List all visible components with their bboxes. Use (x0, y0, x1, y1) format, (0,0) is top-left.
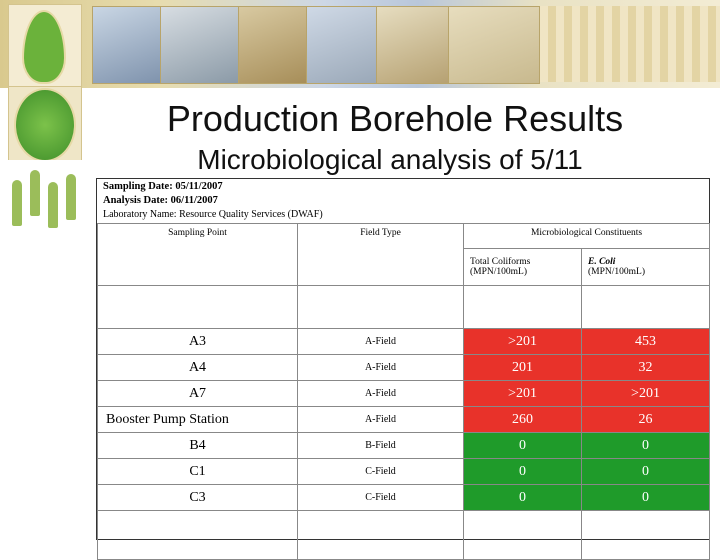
header-constituents: Microbiological Constituents (464, 224, 710, 249)
blank-cell (464, 286, 582, 329)
ecoli-cell: >201 (582, 381, 710, 407)
banner-photo-tile (306, 6, 378, 84)
person-figure-icon (48, 182, 58, 228)
total-coliforms-cell: 201 (464, 355, 582, 381)
ecoli-cell: 32 (582, 355, 710, 381)
slide-title: Production Borehole Results (166, 98, 624, 139)
banner-photo-tile (376, 6, 450, 84)
total-coliforms-cell: >201 (464, 329, 582, 355)
total-coliforms-unit: (MPN/100mL) (470, 267, 527, 277)
person-figure-icon (12, 180, 22, 226)
total-coliforms-cell: 0 (464, 433, 582, 459)
blank-cell (298, 511, 464, 560)
sampling-point-cell: A7 (98, 381, 298, 407)
blank-cell (582, 286, 710, 329)
banner-photo-tile (448, 6, 540, 84)
total-coliforms-cell: 0 (464, 459, 582, 485)
sampling-point-cell: C1 (98, 459, 298, 485)
blank-cell (464, 511, 582, 560)
results-table (97, 223, 710, 560)
total-coliforms-cell: 260 (464, 407, 582, 433)
left-decoration (0, 0, 92, 540)
ecoli-label: E. Coli (588, 257, 616, 267)
ecoli-unit: (MPN/100mL) (588, 267, 645, 277)
table-row (98, 485, 710, 511)
person-figure-icon (66, 174, 76, 220)
blank-cell (582, 511, 710, 560)
table-row (98, 459, 710, 485)
sampling-point-cell: B4 (98, 433, 298, 459)
sampling-point-cell: A3 (98, 329, 298, 355)
header-sampling-point: Sampling Point (98, 224, 298, 286)
slide-subtitle: Microbiological analysis of 5/11 (197, 144, 583, 175)
header-field-type: Field Type (298, 224, 464, 286)
laboratory-name: Laboratory Name: Resource Quality Services (DWAF) (103, 209, 323, 220)
analysis-date: Analysis Date: 06/11/2007 (103, 195, 218, 206)
ecoli-cell: 26 (582, 407, 710, 433)
table-row (98, 407, 710, 433)
ecoli-cell: 0 (582, 485, 710, 511)
field-type-cell: C-Field (298, 485, 464, 511)
ecoli-cell: 0 (582, 459, 710, 485)
header-total-coliforms (464, 249, 582, 286)
field-type-cell: B-Field (298, 433, 464, 459)
field-type-cell: A-Field (298, 329, 464, 355)
sampling-point-cell: A4 (98, 355, 298, 381)
blank-cell (298, 286, 464, 329)
ecoli-cell: 0 (582, 433, 710, 459)
table-row (98, 355, 710, 381)
field-type-cell: C-Field (298, 459, 464, 485)
field-type-cell: A-Field (298, 355, 464, 381)
sampling-point-cell: Booster Pump Station (98, 407, 298, 433)
person-figure-icon (30, 170, 40, 216)
ecoli-cell: 453 (582, 329, 710, 355)
header-banner (0, 0, 720, 88)
field-type-cell: A-Field (298, 407, 464, 433)
blank-cell (98, 286, 298, 329)
banner-photo-tile (92, 6, 162, 84)
sampling-date: Sampling Date: 05/11/2007 (103, 181, 223, 192)
banner-stripes (540, 6, 720, 82)
banner-photo-tile (160, 6, 240, 84)
banner-photo-tile (238, 6, 308, 84)
sampling-point-cell: C3 (98, 485, 298, 511)
total-coliforms-cell: 0 (464, 485, 582, 511)
table-row (98, 433, 710, 459)
table-row (98, 381, 710, 407)
total-coliforms-cell: >201 (464, 381, 582, 407)
blank-cell (98, 511, 298, 560)
results-document (96, 178, 710, 540)
table-row (98, 329, 710, 355)
field-type-cell: A-Field (298, 381, 464, 407)
total-coliforms-label: Total Coliforms (470, 257, 531, 267)
empty-row (98, 511, 710, 560)
header-ecoli (582, 249, 710, 286)
